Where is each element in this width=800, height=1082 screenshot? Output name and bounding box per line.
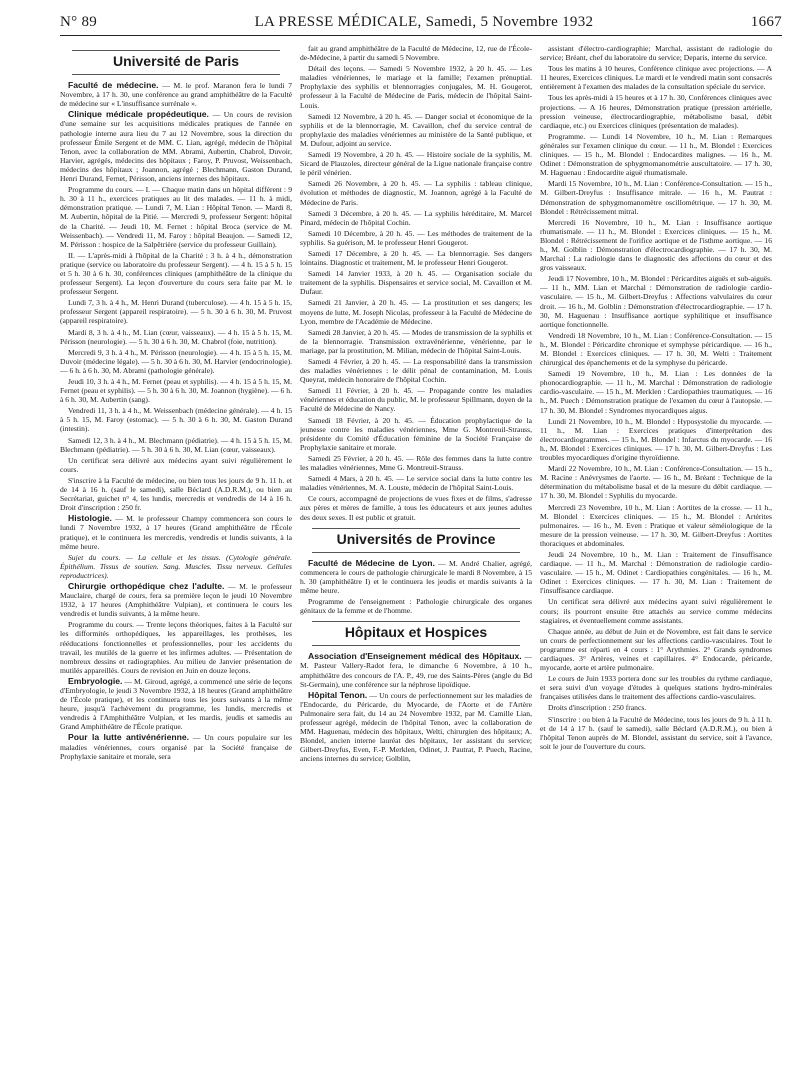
section-title-paris: Université de Paris — [112, 53, 240, 69]
paragraph-text: — M. le prof. Maranon fera le lundi 7 Novembre, à 17 h. 30, une conférence au grand amphithéâtre de la Faculté de médecine sur « L'insuffisance surrénale ». — [60, 81, 292, 109]
paragraph: Programme. — Lundi 14 Novembre, 10 h., M. Lian : Remarques générales sur l'examen clinique du cœur. — 11 h., M. Blondel : Exercices cliniques. — 15 h., M. Blondel : Endocardites malignes. — 16 h., M. Odinet : Démonstration de sphygmomanométrie auscultatoire. — 17 h. 30, M. Haguenau : Endocardite aiguë rhumatismale. — [540, 131, 772, 178]
paragraph — [60, 81, 292, 108]
paragraph — [300, 691, 532, 764]
column-2 — [300, 44, 532, 1074]
paragraph-text: — M. le professeur Champy commencera son cours le lundi 7 Novembre 1932, à 17 heures (Grand amphithéâtre de l'École pratique), et le continuera les mercredis, vendredis et lundis suivants, à la même heure. — [60, 514, 292, 551]
paragraph: Jeudi 10, 3 h. à 4 h., M. Fernet (peau et syphilis). — 4 h. 15 à 5 h. 15, M. Fernet (peau et syphilis). — 5 h. 30 à 6 h. 30, M. Joannon (hygiène). — 6 h. à 6 h. 30, M. Aubertin (sang). — [60, 377, 292, 405]
paragraph: Samedi 21 Janvier, à 20 h. 45. — La prostitution et ses dangers; les moyens de lutte, M. Joseph Nicolas, professeur à la Faculté de Médecine de Lyon, membre de l'Académie de Médecine. — [300, 298, 532, 326]
columns — [60, 44, 782, 1074]
paragraph-heading: Histologie. — [68, 513, 112, 524]
paragraph: Programme du cours. — Trente leçons théoriques, faites à la Faculté sur les difformités orthopédiques, les appareillages, les prothèses, les rééducations fonctionnelles et professionnelles, pour les accidents du travail, les mutilés de la guerre et les infirmes adultes. — Présentation de nombreux dessins et radiographies. Au milieu de Janvier présentation de mutilés appareillés. Cours de revision en Juin en douze leçons. — [60, 620, 292, 675]
paragraph: Samedi 17 Décembre, à 20 h. 45. — La blennorragie. Ses dangers lointains. Diagnostic et traitement, M. le professeur Henri Gougerot. — [300, 248, 532, 268]
paragraph: Droits d'inscription : 250 francs. — [548, 703, 647, 713]
paragraph: Samedi 10 Décembre, à 20 h. 45. — Les méthodes de traitement de la syphilis. Sa guérison, M. le professeur Henri Gougerot. — [300, 228, 532, 247]
paragraph: Samedi 4 Mars, à 20 h. 45. — Le service social dans la lutte contre les maladies vénériennes, M. A. Louste, médecin de l'hôpital Saint-Louis. — [300, 474, 532, 493]
paragraph — [300, 652, 532, 688]
paragraph: fait au grand amphithéâtre de la Faculté de Médecine, 12, rue de l'École-de-Médecine, à partir du samedi 5 Novembre. — [300, 44, 532, 63]
paragraph-text: — M. le professeur Mauclaire, chargé de cours, fera sa première leçon le jeudi 10 Novembre 1932, à 17 heures (Amphithéâtre Vulpian), et continuera le cours les vendredis et lundis suivants, à la même heure. — [60, 581, 292, 619]
paragraph-heading: Faculté de médecine. — [68, 80, 159, 91]
page-number: N° 89 — [60, 14, 98, 30]
paragraph-text: — M. Pasteur Vallery-Radot fera, le dimanche 6 Novembre, à 10 h., amphithéâtre des concours de l'A. P., 49, rue des Saints-Pères (angle du Bd St-Germain), une conférence sur la néphrose lipoïdique. — [300, 652, 532, 689]
paragraph: Samedi 19 Novembre, à 20 h. 45. — Histoire sociale de la syphilis, M. Sicard de Plauzoles, directeur général de la Ligue nationale française contre le péril vénérien. — [300, 150, 532, 178]
paragraph — [60, 733, 292, 760]
paragraph-text: — Un cours de perfectionnement sur les maladies de l'Endocarde, du Péricarde, du Myocarde, de l'Aorte et de l'Artère Pulmonaire sera fait, du 14 au 24 Novembre 1932, par M. Camille Lian, professeur agrégé, médecin de l'hôpital Tenon, avec la collaboration de MM. Haguenau, médecin des hôpitaux, Welti, chirurgien des hôpitaux; A. Blondel, ancien interne lauréat des hôpitaux, 1er assistant du service; Gilbert-Dreyfus, Even, F.-P. Merklen, Odinet, J. Pautrat, P. Puech, Racine, anciens internes du service; Golblin, — [300, 690, 532, 764]
paragraph: Lundi 7, 3 h. à 4 h., M. Henri Durand (tuberculose). — 4 h. 15 à 5 h. 15, professeur Sergent (appareil respiratoire). — 5 h. 30 à 6 h. 30, M. Pruvost (appareil respiratoire). — [60, 298, 292, 326]
paragraph: Samedi 19 Novembre, 10 h., M. Lian : Les données de la phonocardiographie. — 11 h., M. Marchal : Démonstration de radiologie cardio-vasculaire. — 15 h., M. Merklen : Cardiopathies traumatiques. — 16 h., M. Puech : Démonstration pratique de l'examen du cœur à l'autopsie. — 17 h. 30, M. Blondel : Syndromes myocardiques aigus. — [540, 369, 772, 415]
paragraph: II. — L'après-midi à l'hôpital de la Charité : 3 h. à 4 h., démonstration pratique (service ou laboratoire du professeur Sergent). — 4 h. 15 à 5 h. 15 et 5 h. 30 à 6 h. 30, conférences cliniques (amphithéâtre de la clinique du professeur Sergent). La leçon d'ouverture du cours sera faite par M. le professeur Sergent. — [60, 250, 292, 297]
paragraph: Programme du cours. — I. — Chaque matin dans un hôpital différent : 9 h. 30 à 11 h., exercices pratiques au lit des malades. — 11 h. à midi, démonstration pratique. — Lundi 7, M. Lian : Hôpital Tenon. — Mardi 8, M. Aubertin, hôpital de la Pitié. — Mercredi 9, professeur Sergent: hôpital de la Charité. — Jeudi 10, M. Fernet : hôpital Broca (service de M. Weissenbach). — Vendredi 11, M. Faroy : hôpital Beaujon. — Samedi 12, M. Périsson : hospice de la Salpêtrière (service du professeur Guillain). — [60, 185, 292, 249]
divider — [312, 621, 520, 622]
paragraph: S'inscrire : ou bien à la Faculté de Médecine, tous les jours de 9 h. à 11 h. et de 14 à 17 h. (sauf le samedi), salle Béclard (A.D.R.M.), ou bien à l'hôpital Tenon auprès de M. Blondel, assistant du service, soit à l'avance, soit le jour de l'ouverture du cours. — [540, 714, 772, 751]
column-3 — [540, 44, 772, 1074]
paragraph: Détail des leçons. — Samedi 5 Novembre 1932, à 20 h. 45. — Les maladies vénériennes, le mariage et la famille; l'examen prénuptial. Prophylaxie des syphilis et blennorragies conjugales, M. H. Gougerot, professeur à la Faculté de Médecine de Paris, médecin de l'hôpital Saint-Louis. — [300, 64, 532, 110]
section-title-province: Universités de Province — [336, 530, 496, 547]
paragraph: Mercredi 16 Novembre, 10 h., M. Lian : Insuffisance aortique rhumatismale. — 11 h., M. Blondel : Exercices cliniques. — 15 h., M. Blondel : Rétrécissement de l'orifice aortique et de l'isthme aortique. — 16 h., M. Golblin : Démonstration d'électrocardiographie. — 17 h. 30, M. Marchal : La radiologie dans le diagnostic des affections du cœur et des gros vaisseaux. — [540, 217, 772, 273]
paragraph: Samedi 25 Février, à 20 h. 45. — Rôle des femmes dans la lutte contre les maladies vénériennes, Mme G. Montreuil-Strauss. — [300, 453, 532, 473]
paragraph: Jeudi 17 Novembre, 10 h., M. Blondel : Péricardites aiguës et sub-aiguës. — 11 h., MM. Lian et Marchal : Démonstration de radiologie cardio-vasculaire. — 15 h., M. Gilbert-Dreyfus : Affections valvulaires du cœur droit. — 16 h., M. Golblin : Démonstration d'électrocardiographie. — 17 h. 30, M. Haguenau : Insuffisance aortique syphilitique et insuffisance aortique fonctionnelle. — [540, 274, 772, 329]
paragraph: Samedi 4 Février, à 20 h. 45. — La responsabilité dans la transmission des maladies vénériennes : le délit pénal de contamination, M. Louis Queyrat, médecin honoraire de l'hôpital Cochin. — [300, 357, 532, 385]
paragraph-heading: Association d'Enseignement médical des Hôpitaux. — [308, 651, 522, 662]
divider — [312, 528, 520, 529]
divider — [312, 645, 520, 646]
paragraph-heading: Faculté de Médecine de Lyon. — [308, 557, 435, 568]
paragraph: Samedi 18 Février, à 20 h. 45. — Éducation prophylactique de la jeunesse contre les maladies vénériennes, Mme G. Montreuil-Strauss, présidente du Comité d'Éducation féminine de la Société Française de Prophylaxie sanitaire et morale. — [300, 415, 532, 452]
paragraph-heading: Pour la lutte antivénérienne. — [68, 732, 190, 743]
paragraph: Mardi 22 Novembre, 10 h., M. Lian : Conférence-Consultation. — 15 h., M. Racine : Anévrysmes de l'aorte. — 16 h., M. Bréant : Technique de la détermination du métabolisme basal et de la mesure du débit cardiaque. — 17 h. 30, M. Blondel : Syphilis du myocarde. — [540, 464, 772, 501]
paragraph: S'inscrire à la Faculté de médecine, ou bien tous les jours de 9 h. 11 h. et de 14 à 16 h. (sauf le samedi), salle Béclard (A.D.R.M.), ou bien au Secrétariat, guichet n° 4, les lundis, mercredis et vendredis de 14 à 16 h. Droit d'inscription : 250 fr. — [60, 475, 292, 513]
paragraph: Jeudi 24 Novembre, 10 h., M. Lian : Traitement de l'insuffisance cardiaque. — 11 h., M. Marchal : Démonstration de radiologie cardio-vasculaire. — 15 h., M. Odinet : Cardiopathies congénitales. — 16 h., M. Odinet : Exercices cliniques. — 17 h. 30, M. Lian : Traitement de l'insuffisance cardiaque. — [540, 549, 772, 596]
paragraph: Samedi 12 Novembre, à 20 h. 45. — Danger social et économique de la syphilis et de la blennorragie, M. Cavaillon, chef du service central de prophylaxie des maladies vénériennes au ministère de la Santé publique, et M. Dufour, adjoint au service. — [300, 111, 532, 148]
paragraph: Tous les après-midi à 15 heures et à 17 h. 30, Conférences cliniques avec projections. — A 16 heures, Démonstration pratique (pression artérielle, pression veineuse, électrocardiographie, métabolisme basal, débit cardiaque, etc.) ou Exercices cliniques (présentation de malades). — [540, 93, 772, 130]
paragraph: assistant d'électro-cardiographie; Marchal, assistant de radiologie du service; Bréant, chef du laboratoire du service; Deparis, interne du service. — [540, 44, 772, 63]
paragraph-heading: Embryologie. — [68, 675, 123, 686]
column-1 — [60, 44, 292, 1074]
paragraph: Chaque année, au début de Juin et de Novembre, est fait dans le service un cours de perfectionnement sur les affections cardio-vasculaires. Tout le programme est réparti en 4 cours : 1° Arythmies. 2° Grands syndromes cardiaques. 3° Artères, veines et capillaires. 4° Endocarde, péricarde, myocarde, aorte et artère pulmonaire. — [540, 626, 772, 673]
paragraph-text: — M. Giroud, agrégé, a commencé une série de leçons d'Embryologie, le jeudi 3 Novembre 1932, à 18 heures (Grand amphithéâtre de l'École pratique), et les continuera tous les jours suivants à la même heure, jusqu'à l'achèvement du programme, les lundis, mercredis et vendredis à l'Amphithéâtre Vulpian, et les mardis, jeudis et samedis au Grand Amphithéâtre de l'École pratique. — [60, 676, 292, 732]
page-number-right: 1667 — [750, 14, 782, 30]
divider — [312, 552, 520, 553]
paragraph: Lundi 21 Novembre, 10 h., M. Blondel : Hyposystolie du myocarde. — 11 h., M. Lian : Exercices pratiques d'interprétation des électrocardiogrammes. — 15 h., M. Blondel : Infarctus du myocarde. — 16 h., M. Blondel : Exercices cliniques. — 17 h. 30, M. Gilbert-Dreyfus : Les troubles myocardiques d'origine thyroïdienne. — [540, 416, 772, 463]
paragraph: Samedi 28 Janvier, à 20 h. 45. — Modes de transmission de la syphilis et de la blennorragie. Transmission extravénérienne, vénérienne, par le mariage, par la prostitution, M. Milian, médecin de l'hôpital Saint-Louis. — [300, 327, 532, 355]
divider — [72, 74, 280, 75]
paragraph — [300, 559, 532, 595]
paragraph-heading: Clinique médicale propédeutique. — [68, 109, 209, 120]
paragraph: Mardi 8, 3 h. à 4 h., M. Lian (cœur, vaisseaux). — 4 h. 15 à 5 h. 15, M. Périsson (neurologie). — 5 h. 30 à 6 h. 30, M. Chabrol (foie, nutrition). — [60, 327, 292, 346]
paragraph: Tous les matins à 10 heures, Conférence clinique avec projections. — A 11 heures, Exercices cliniques. Le mardi et le vendredi matin sont consacrés entièrement à l'examen des malades de la consultation spéciale du service. — [540, 64, 772, 92]
paragraph: Mercredi 23 Novembre, 10 h., M. Lian : Aortites de la crosse. — 11 h., M. Blondel : Exercices cliniques. — 15 h., M. Blondel : Artérites pulmonaires. — 16 h., M. Even : Pratique et valeur séméiologique de la mesure de la pression veineuse. — 17 h. 30, M. Gilbert-Dreyfus : Aortites thoraciques et abdominales. — [540, 502, 772, 548]
paragraph: Samedi 26 Novembre, à 20 h. 45. — La syphilis : tableau clinique, évolution et méthodes de diagnostic, M. Joannon, agrégé à la Faculté de Médecine de Paris. — [300, 179, 532, 207]
paragraph-heading: Hôpital Tenon. — [308, 689, 368, 700]
section-title-hopitaux: Hôpitaux et Hospices — [344, 624, 488, 641]
paragraph — [60, 110, 292, 183]
paragraph: Un certificat sera délivré aux médecins ayant suivi régulièrement le cours. — [60, 455, 292, 474]
divider — [72, 50, 280, 51]
paragraph: Mardi 15 Novembre, 10 h., M. Lian : Conférence-Consultation. — 15 h., M. Gilbert-Dreyfus : Insuffisance mitrale. — 16 h., M. Pautrat : Démonstration de sphygmomanomètre oscillométrique. — 17 h. 30, M. Blondel : Rétrécissement mitral. — [540, 179, 772, 216]
paragraph: Ce cours, accompagné de projections de vues fixes et de films, s'adresse aux pères et mères de famille, à tous les éducateurs et aux jeunes adultes des deux sexes. Il est public et gratuit. — [300, 494, 532, 522]
paragraph — [60, 582, 292, 618]
paragraph: Vendredi 18 Novembre, 10 h., M. Lian : Conférence-Consultation. — 15 h., M. Blondel : Péricardite chronique et symphyse péricardique. — 16 h., M. Blondel : Exercices cliniques. — 17 h. 30, M. Welti : Traitement chirurgical des épanchements et de la symphyse du péricarde. — [540, 330, 772, 368]
paragraph: Samedi 12, 3 h. à 4 h., M. Blechmann (pédiatrie). — 4 h. 15 à 5 h. 15, M. Blechmann (pédiatrie). — 5 h. 30 à 6 h. 30, M. Lian (cœur, vaisseaux). — [60, 435, 292, 454]
paragraph-heading: Chirurgie orthopédique chez l'adulte. — [68, 580, 225, 591]
paragraph: Samedi 11 Février, à 20 h. 45. — Propagande contre les maladies vénériennes et éducation du public, M. le professeur Spillmann, doyen de la Faculté de Médecine de Nancy. — [300, 386, 532, 414]
paragraph — [60, 514, 292, 550]
paragraph: Sujet du cours. — La cellule et les tissus. (Cytologie générale. Épithélium. Tissus de soutien. Sang. Muscles. Tissu nerveux. Cellules reproductrices). — [60, 552, 292, 580]
paragraph-text: — Un cours populaire sur les maladies vénériennes, cours organisé par la Société française de Prophylaxie sanitaire et morale, sera — [60, 733, 292, 761]
paragraph-text: — M. André Chalier, agrégé, commencera le cours de pathologie chirurgicale le mardi 8 Novembre, à 15 h. 30 (amphithéâtre I) et le continuera les jeudis et mardis suivants à la même heure. — [300, 558, 532, 595]
paragraph: Vendredi 11, 3 h. à 4 h., M. Weissenbach (médecine générale). — 4 h. 15 à 5 h. 15, M. Faroy (estomac). — 5 h. 30 à 6 h. 30, M. Gaston Durand (intestin). — [60, 406, 292, 434]
paragraph: Mercredi 9, 3 h. à 4 h., M. Périsson (neurologie). — 4 h. 15 à 5 h. 15, M. Duvoir (médecine légale). — 5 h. 30 à 6 h. 30, M. Harvier (endocrinologie). — 6 h. à 6 h. 30, M. Abrami (pathologie générale). — [60, 347, 292, 375]
journal-title: LA PRESSE MÉDICALE, Samedi, 5 Novembre 1932 — [254, 14, 594, 30]
paragraph: Samedi 14 Janvier 1933, à 20 h. 45. — Organisation sociale du traitement de la syphilis. Dispensaires et service social, M. Cavaillon et M. Dufaur. — [300, 269, 532, 297]
paragraph: Un certificat sera délivré aux médecins ayant suivi régulièrement le cours; ils pourront ensuite être attachés au service comme médecins stagiaires, et éventuellement comme assistants. — [540, 597, 772, 625]
page-header — [60, 14, 782, 36]
paragraph: Samedi 3 Décembre, à 20 h. 45. — La syphilis héréditaire, M. Marcel Pinard, médecin de l'hôpital Cochin. — [300, 208, 532, 227]
paragraph — [60, 677, 292, 732]
paragraph: Le cours de Juin 1933 portera donc sur les troubles du rythme cardiaque, et sera suivi d'un voyage d'études à quelques stations hydro-minérales françaises utilisées dans le traitement des affections cardio-vasculaires. — [540, 674, 772, 702]
paragraph-text: — Un cours de revision d'une semaine sur les acquisitions médicales pratiques de l'année en pathologie interne aura lieu du 7 au 12 Novembre, sous la direction du professeur Émile Sergent et de MM. C. Lian, agrégé, médecin de l'hôpital Tenon, avec la collaboration de MM. Abrami, Aubertin, Chabrol, Duvoir, Harvier, agrégés, médecins des hôpitaux ; Faroy, P. Pruvost, Weissenbach, médecins des hôpitaux ; Joannon, agrégé ; Blechmann, Gaston Durand, Henri Durand, Fernet, Périsson, anciens internes des hôpitaux. — [60, 110, 292, 184]
paragraph: Programme de l'enseignement : Pathologie chirurgicale des organes génitaux de la femme et de l'homme. — [300, 597, 532, 616]
